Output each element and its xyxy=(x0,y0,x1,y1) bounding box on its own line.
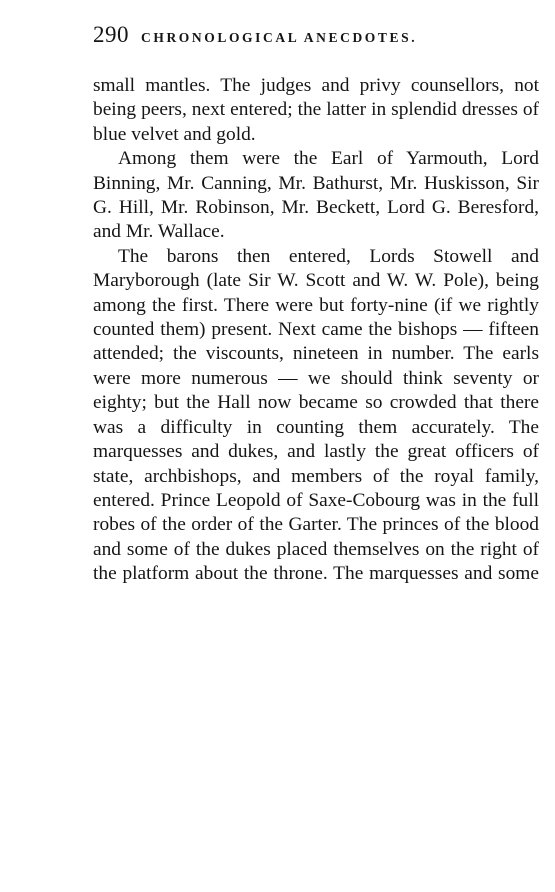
paragraph-3: The barons then entered, Lords Stowell and Maryborough (late Sir W. Scott and W. W. Pole), being among the first. There were but forty-nine (if we rightly counted them) present. Next came the bishops — fifteen attended; the viscounts, nineteen in number. The earls were more numerous — we should think seventy or eighty; but the Hall now became so crowded that there was a difficulty in counting them accurately. The marquesses and dukes, and lastly the great officers of state, archbishops, and members of the royal family, entered. Prince Leopold of Saxe-Cobourg was in the full robes of the order of the Garter. The princes of the blood and some of the dukes placed themselves on the right of the platform about the throne. The marquesses and some xyxy=(93,245,539,585)
page-header xyxy=(93,22,538,52)
paragraph-2: Among them were the Earl of Yarmouth, Lord Binning, Mr. Canning, Mr. Bathurst, Mr. Huskisson, Sir G. Hill, Mr. Robinson, Mr. Beckett, Lord G. Beresford, and Mr. Wallace. xyxy=(93,148,539,243)
running-head: CHRONOLOGICAL ANECDOTES. xyxy=(141,30,418,45)
paragraph-1: small mantles. The judges and privy counsellors, not being peers, next entered; the latter in splendid dresses of blue velvet and gold. xyxy=(93,75,539,145)
page-body xyxy=(93,74,539,587)
page-number: 290 xyxy=(93,22,129,47)
